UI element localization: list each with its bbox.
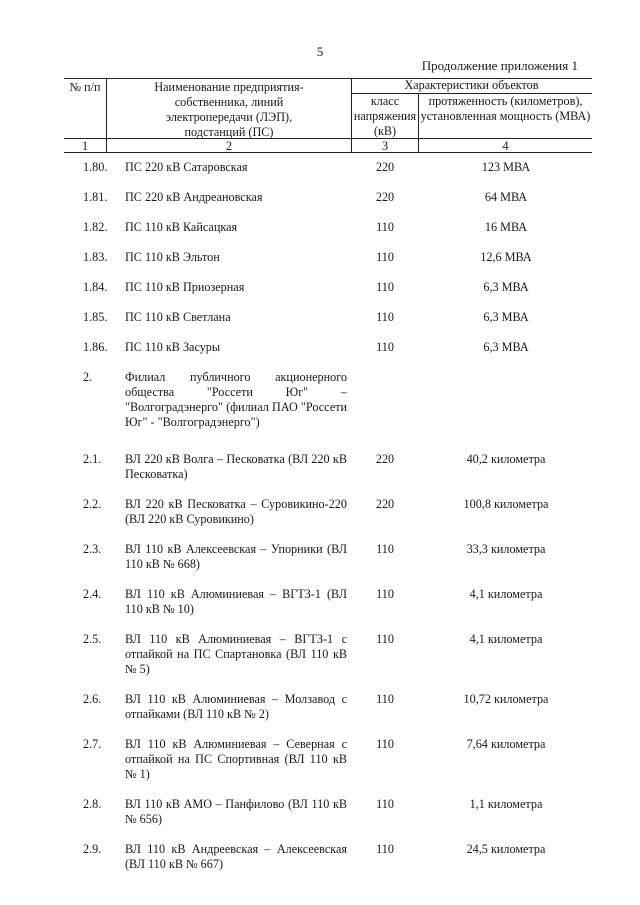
table-body: [0, 160, 640, 887]
header-colnum-1: 1: [81, 139, 89, 153]
row-name: ВЛ 220 кВ Песковатка – Суровикино-220 (ВЛ 220 кВ Суровикино): [125, 497, 347, 526]
table-row: [0, 842, 640, 887]
header-colnum-2: 2: [225, 139, 233, 153]
row-value: 4,1 километра: [469, 632, 543, 646]
table-row: [0, 587, 640, 632]
row-value: 1,1 километра: [469, 797, 543, 811]
row-value: 12,6 МВА: [480, 250, 532, 264]
table-row: [0, 542, 640, 587]
row-value: 6,3 МВА: [483, 340, 529, 354]
row-number: 2.8.: [83, 797, 102, 811]
row-value: 10,72 километра: [463, 692, 549, 706]
row-name: ПС 110 кВ Приозерная: [125, 280, 245, 294]
row-name: ВЛ 110 кВ АМО – Панфилово (ВЛ 110 кВ № 656): [125, 797, 347, 826]
row-number: 2.9.: [83, 842, 102, 856]
header-col-number: № п/п: [69, 80, 101, 94]
row-name: ВЛ 110 кВ Алюминиевая – ВГТЗ-1 (ВЛ 110 кВ № 10): [125, 587, 347, 616]
row-voltage: 220: [375, 160, 395, 174]
table-row: [0, 280, 640, 310]
page-number: 5: [316, 44, 324, 59]
header-colnum-4: 4: [502, 139, 509, 153]
row-value: 123 МВА: [481, 160, 531, 174]
table-row: [0, 737, 640, 797]
row-name: ВЛ 110 кВ Алюминиевая – ВГТЗ-1 с отпайкой на ПС Спартановка (ВЛ 110 кВ № 5): [125, 632, 347, 676]
table-row: [0, 370, 640, 452]
row-name: ВЛ 220 кВ Волга – Песковатка (ВЛ 220 кВ Песковатка): [125, 452, 347, 481]
row-number: 1.83.: [83, 250, 108, 264]
table-row: [0, 497, 640, 542]
row-name: ПС 110 кВ Засуры: [125, 340, 221, 354]
header-col-voltage: класс напряжения (кВ): [353, 94, 417, 138]
row-name: Филиал публичного акционерного общества "Россети Юг" – "Волгоградэнерго" (филиал ПАО "Россети Юг" - "Волгоградэнерго"): [125, 370, 347, 429]
row-value: 100,8 километра: [463, 497, 549, 511]
table-row: [0, 190, 640, 220]
row-name: ВЛ 110 кВ Алексеевская – Упорники (ВЛ 110 кВ № 668): [125, 542, 347, 571]
row-number: 1.85.: [83, 310, 108, 324]
row-voltage: 110: [376, 310, 394, 324]
row-voltage: 110: [376, 797, 394, 811]
row-number: 2.1.: [83, 452, 102, 466]
row-name: ПС 220 кВ Андреановская: [125, 190, 263, 204]
table-row: [0, 452, 640, 497]
row-number: 1.82.: [83, 220, 108, 234]
row-voltage: 110: [376, 220, 394, 234]
row-voltage: 110: [376, 587, 394, 601]
row-voltage: 220: [375, 190, 395, 204]
row-value: 4,1 километра: [469, 587, 543, 601]
row-number: 1.81.: [83, 190, 108, 204]
row-voltage: 110: [376, 250, 394, 264]
header-colnum-3: 3: [381, 139, 389, 153]
row-voltage: 110: [376, 632, 394, 646]
row-voltage: 110: [376, 280, 394, 294]
row-number: 2.5.: [83, 632, 102, 646]
row-name: ПС 110 кВ Эльтон: [125, 250, 220, 264]
row-number: 1.86.: [83, 340, 108, 354]
row-number: 2.7.: [83, 737, 102, 751]
table-row: [0, 310, 640, 340]
row-value: 16 МВА: [484, 220, 528, 234]
row-voltage: 110: [376, 692, 394, 706]
header-col-name: Наименование предприятия-собственника, линий электропередачи (ЛЭП), подстанций (ПС): [154, 80, 304, 139]
row-voltage: 110: [376, 340, 394, 354]
row-value: 33,3 километра: [466, 542, 546, 556]
header-col-value: протяженность (километров), установленная мощность (МВА): [420, 94, 591, 123]
row-value: 24,5 километра: [466, 842, 546, 856]
row-name: ВЛ 110 кВ Андреевская – Алексеевская (ВЛ 110 кВ № 667): [125, 842, 347, 871]
table-row: [0, 160, 640, 190]
row-value: 64 МВА: [484, 190, 528, 204]
row-name: ВЛ 110 кВ Алюминиевая – Молзавод с отпайками (ВЛ 110 кВ № 2): [125, 692, 347, 721]
row-name: ПС 220 кВ Сатаровская: [125, 160, 248, 174]
row-voltage: 220: [375, 452, 395, 466]
row-voltage: 110: [376, 542, 394, 556]
row-value: 40,2 километра: [466, 452, 546, 466]
row-value: 6,3 МВА: [483, 310, 529, 324]
row-number: 2.: [83, 370, 93, 384]
row-number: 2.2.: [83, 497, 102, 511]
header-group-title: Характеристики объектов: [404, 78, 539, 92]
row-value: 7,64 километра: [466, 737, 546, 751]
row-voltage: 220: [375, 497, 395, 511]
table-row: [0, 220, 640, 250]
table-row: [0, 250, 640, 280]
row-number: 1.80.: [83, 160, 108, 174]
row-name: ВЛ 110 кВ Алюминиевая – Северная с отпайкой на ПС Спортивная (ВЛ 110 кВ № 1): [125, 737, 347, 781]
row-number: 2.4.: [83, 587, 102, 601]
table-row: [0, 692, 640, 737]
row-voltage: 110: [376, 737, 394, 751]
row-value: 6,3 МВА: [483, 280, 529, 294]
row-number: 2.6.: [83, 692, 102, 706]
row-number: 2.3.: [83, 542, 102, 556]
row-number: 1.84.: [83, 280, 108, 294]
continuation-note: Продолжение приложения 1: [421, 58, 578, 73]
row-name: ПС 110 кВ Светлана: [125, 310, 231, 324]
row-name: ПС 110 кВ Кайсацкая: [125, 220, 238, 234]
table-row: [0, 632, 640, 692]
table-row: [0, 340, 640, 370]
row-voltage: 110: [376, 842, 394, 856]
table-row: [0, 797, 640, 842]
